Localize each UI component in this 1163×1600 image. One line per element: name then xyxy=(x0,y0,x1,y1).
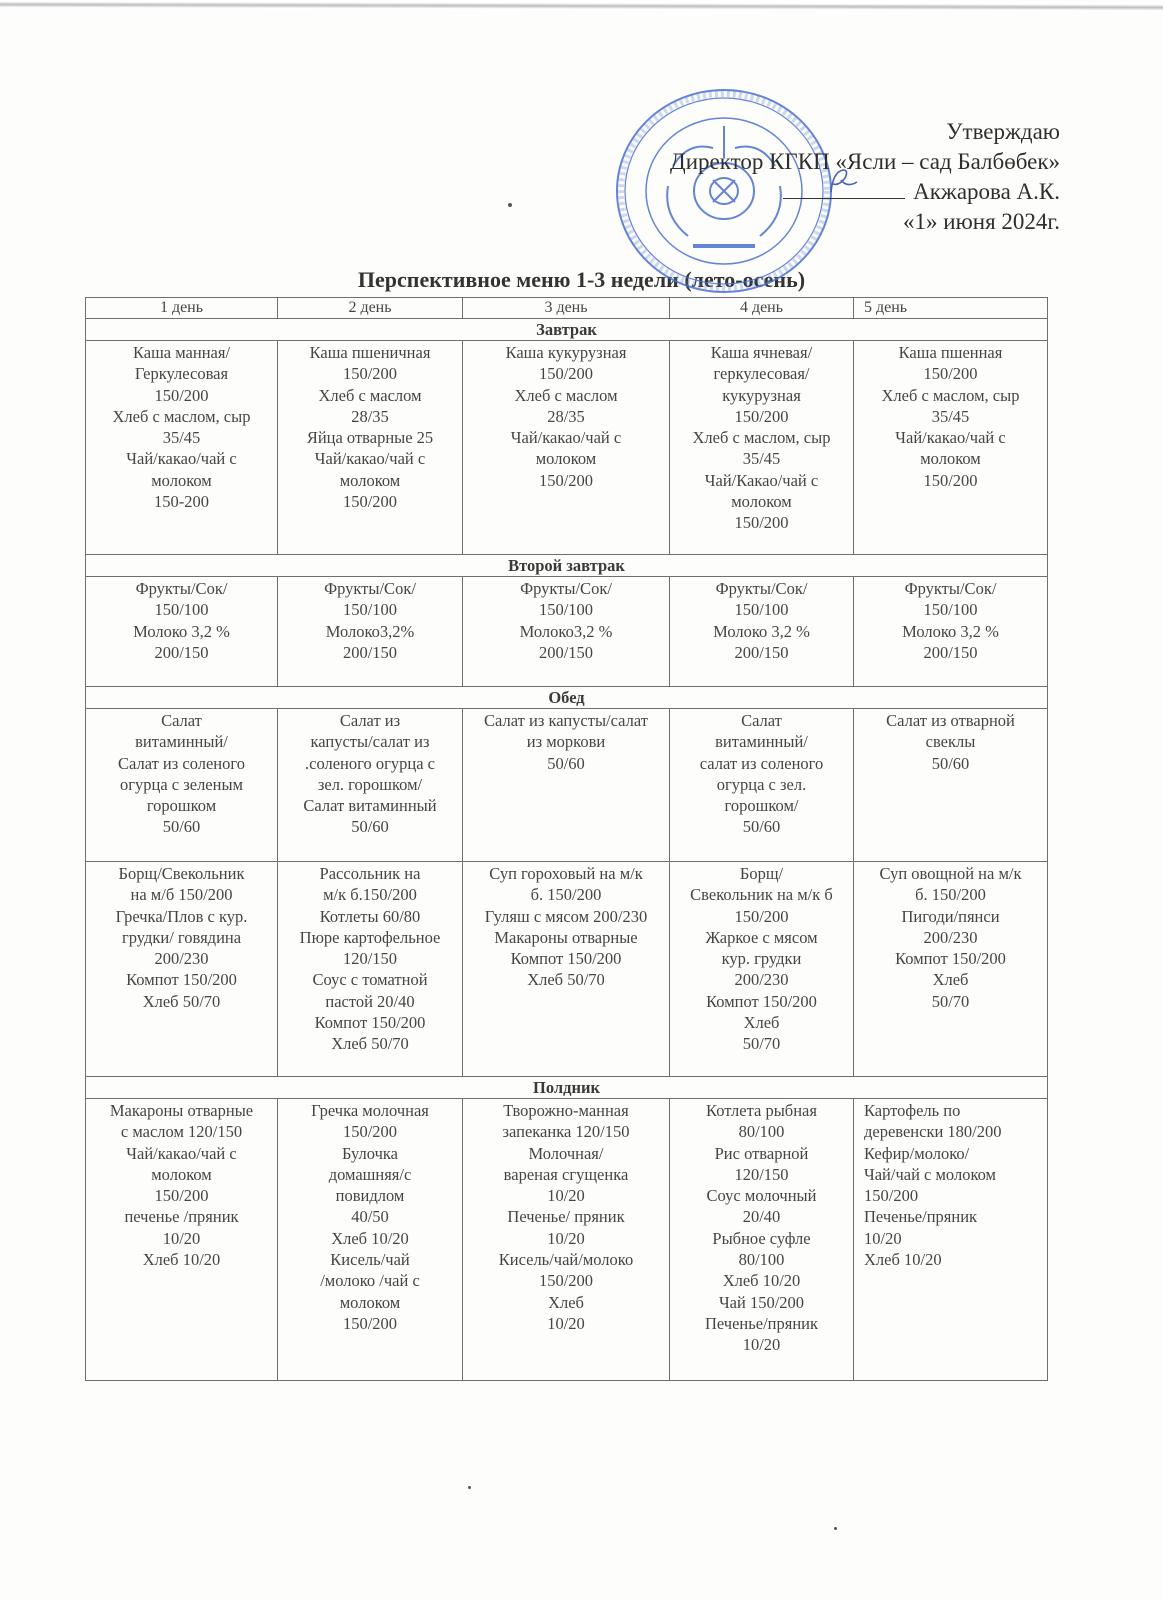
menu-item-line: Хлеб с маслом, сыр xyxy=(692,428,831,448)
menu-item-line: Хлеб с маслом xyxy=(514,385,618,405)
menu-item-line: деревенски 180/200 xyxy=(864,1122,1002,1142)
menu-item-line: кур. грудки xyxy=(721,949,802,969)
menu-item-line: Чай/какао/чай с xyxy=(126,1143,237,1163)
menu-item-line: Котлеты 60/80 xyxy=(319,906,421,926)
menu-item-line: Жаркое с мясом xyxy=(705,927,818,947)
menu-item-line: Суп гороховый на м/к xyxy=(489,864,643,883)
menu-item-line: 200/150 xyxy=(538,642,594,662)
menu-item-line: 50/70 xyxy=(742,1034,781,1054)
menu-item-line: 150/200 xyxy=(538,470,594,490)
menu-item-line: Хлеб 50/70 xyxy=(527,970,605,990)
menu-item-line: 80/100 xyxy=(738,1122,785,1142)
menu-item-line: Каша манная/ xyxy=(132,343,231,362)
menu-item-line: 50/60 xyxy=(742,817,781,837)
menu-item-line: Чай/Какао/чай с xyxy=(704,470,819,490)
menu-cell xyxy=(854,1099,1048,1381)
menu-cell xyxy=(463,709,670,862)
menu-item-line: на м/б 150/200 xyxy=(130,885,233,905)
day-header-row xyxy=(86,298,1048,319)
menu-item-line: 10/20 xyxy=(547,1313,585,1333)
menu-item-line: Салат из отварной xyxy=(886,711,1015,730)
menu-cell xyxy=(463,577,670,687)
menu-item-line: грудки/ говядина xyxy=(121,927,242,947)
menu-item-line: Яйца отварные 25 xyxy=(306,428,434,448)
menu-cell xyxy=(278,862,463,1077)
menu-item-line: Печенье/пряник xyxy=(864,1207,978,1227)
menu-cell xyxy=(278,1099,463,1381)
menu-cell xyxy=(86,1099,278,1381)
menu-item-line: Булочка xyxy=(341,1143,399,1163)
menu-item-line: Рассольник на xyxy=(319,864,421,883)
menu-item-line: м/к б.150/200 xyxy=(323,885,417,905)
scan-speck xyxy=(508,203,512,207)
menu-item-line: 150/200 xyxy=(342,364,398,384)
menu-item-line: 150/200 xyxy=(342,492,398,512)
signature-underline xyxy=(783,180,905,199)
menu-item-line: Хлеб xyxy=(743,1013,780,1033)
menu-item-line: 50/60 xyxy=(931,753,970,773)
menu-item-line: Компот 150/200 xyxy=(706,991,817,1011)
menu-item-line: Хлеб с маслом, сыр xyxy=(881,385,1020,405)
menu-item-line: молоком xyxy=(339,470,401,490)
menu-item-line: 120/150 xyxy=(342,949,398,969)
menu-item-line: 10/20 xyxy=(162,1228,201,1248)
menu-item-line: 10/20 xyxy=(742,1335,781,1355)
menu-item-line: геркулесовая/ xyxy=(713,364,810,384)
menu-item-line: Каша пшеничная xyxy=(309,343,431,362)
menu-item-line: Хлеб с маслом xyxy=(318,385,422,405)
menu-item-line: Макароны отварные xyxy=(494,927,638,947)
menu-item-line: Салат xyxy=(161,711,202,730)
menu-item-line: пастой 20/40 xyxy=(325,991,415,1011)
section-title: Завтрак xyxy=(86,319,1048,341)
menu-item-line: 35/45 xyxy=(162,428,201,448)
menu-item-line: 200/230 xyxy=(923,927,978,947)
menu-item-line: 50/60 xyxy=(162,817,201,837)
menu-item-line: Салат из xyxy=(339,711,401,730)
menu-cell xyxy=(670,341,854,555)
menu-item-line: б. 150/200 xyxy=(915,885,986,905)
menu-item-line: 200/150 xyxy=(923,642,978,662)
menu-item-line: Салат из соленого xyxy=(117,753,245,773)
section-title: Полдник xyxy=(86,1077,1048,1099)
menu-item-line: с маслом 120/150 xyxy=(120,1122,243,1142)
menu-item-line: 35/45 xyxy=(742,449,781,469)
signature-icon xyxy=(823,166,863,196)
menu-cell xyxy=(463,1099,670,1381)
menu-row xyxy=(86,862,1048,1077)
menu-item-line: молоком xyxy=(535,449,597,469)
approval-title: Утверждаю xyxy=(946,119,1060,144)
scan-speck xyxy=(468,1486,471,1489)
menu-cell xyxy=(278,709,463,862)
menu-item-line: повидлом xyxy=(335,1186,405,1206)
menu-cell xyxy=(86,862,278,1077)
menu-item-line: Чай/какао/чай с xyxy=(510,428,622,448)
menu-item-line: 150/200 xyxy=(734,513,789,533)
menu-item-line: Салат из капусты/салат xyxy=(484,711,648,730)
menu-cell xyxy=(854,709,1048,862)
menu-cell xyxy=(86,709,278,862)
menu-cell xyxy=(278,577,463,687)
menu-item-line: 120/150 xyxy=(734,1164,789,1184)
menu-item-line: Пюре картофельное xyxy=(299,927,441,947)
menu-cell xyxy=(86,341,278,555)
menu-item-line: Хлеб 10/20 xyxy=(142,1250,221,1270)
menu-item-line: б. 150/200 xyxy=(530,885,602,905)
menu-item-line: Чай/какао/чай с xyxy=(895,428,1006,448)
menu-item-line: 150/200 xyxy=(342,1122,398,1142)
menu-item-line: 150/100 xyxy=(538,600,594,620)
menu-item-line: Соус молочный xyxy=(706,1186,817,1206)
menu-item-line: Компот 150/200 xyxy=(314,1013,426,1033)
approval-signature-line xyxy=(670,177,1060,207)
menu-item-line: Пигоди/пянси xyxy=(901,906,1000,926)
menu-item-line: Фрукты/Сок/ xyxy=(135,579,228,598)
section-title: Второй завтрак xyxy=(86,555,1048,577)
section-title: Обед xyxy=(86,687,1048,709)
menu-item-line: Кефир/молоко/ xyxy=(864,1143,970,1163)
menu-item-line: 150/100 xyxy=(342,600,398,620)
menu-item-line: Фрукты/Сок/ xyxy=(324,579,416,598)
menu-item-line: Молочная/ xyxy=(528,1143,604,1163)
menu-item-line: Компот 150/200 xyxy=(510,949,622,969)
menu-item-line: горошком xyxy=(146,796,217,816)
menu-item-line: молоком xyxy=(339,1292,401,1312)
menu-item-line: 150/200 xyxy=(342,1313,398,1333)
menu-item-line: молоком xyxy=(151,470,212,490)
menu-cell xyxy=(670,862,854,1077)
menu-row xyxy=(86,341,1048,555)
menu-item-line: молоком xyxy=(151,1164,212,1184)
day-header: 2 день xyxy=(278,298,463,319)
menu-item-line: 150-200 xyxy=(154,492,209,512)
section-header-second-breakfast xyxy=(86,555,1048,577)
day-header: 3 день xyxy=(463,298,670,319)
menu-item-line: Суп овощной на м/к xyxy=(879,864,1022,883)
menu-item-line: Свекольник на м/к б xyxy=(690,885,833,905)
menu-item-line: Соус с томатной xyxy=(312,970,428,990)
menu-item-line: 50/60 xyxy=(547,753,585,773)
menu-item-line: 80/100 xyxy=(738,1250,785,1270)
menu-item-line: Молоко 3,2 % xyxy=(713,621,810,641)
menu-item-line: Хлеб с маслом, сыр xyxy=(112,406,251,426)
menu-item-line: зел. горошком/ xyxy=(317,774,423,794)
menu-item-line: 50/60 xyxy=(351,817,389,837)
menu-item-line: 40/50 xyxy=(351,1207,389,1227)
menu-item-line: 10/20 xyxy=(547,1228,585,1248)
approval-name: Акжарова А.К. xyxy=(913,179,1060,204)
menu-item-line: Кисель/чай xyxy=(330,1250,410,1270)
menu-item-line: Салат xyxy=(741,711,782,730)
menu-row xyxy=(86,1099,1048,1381)
menu-item-line: Компот 150/200 xyxy=(126,970,237,990)
menu-item-line: Хлеб xyxy=(932,970,969,990)
menu-item-line: Молоко3,2% xyxy=(325,621,415,641)
menu-item-line: Котлета рыбная xyxy=(706,1101,817,1120)
section-header-afternoon-snack xyxy=(86,1077,1048,1099)
menu-item-line: кукурузная xyxy=(722,385,801,405)
menu-item-line: 200/230 xyxy=(734,970,789,990)
menu-cell xyxy=(278,341,463,555)
menu-item-line: /молоко /чай с xyxy=(320,1271,420,1291)
menu-item-line: 200/150 xyxy=(734,642,789,662)
menu-item-line: молоком xyxy=(731,492,792,512)
menu-item-line: горошком/ xyxy=(724,796,799,816)
menu-cell xyxy=(86,577,278,687)
menu-item-line: Молоко 3,2 % xyxy=(902,621,999,641)
menu-item-line: запеканка 120/150 xyxy=(502,1122,630,1142)
menu-item-line: Чай 150/200 xyxy=(718,1292,805,1312)
menu-item-line: Фрукты/Сок/ xyxy=(520,579,612,598)
menu-item-line: огурца с зеленым xyxy=(119,774,243,794)
menu-cell xyxy=(854,577,1048,687)
menu-item-line: 150/200 xyxy=(734,406,789,426)
menu-item-line: молоком xyxy=(920,449,981,469)
menu-item-line: Каша пшенная xyxy=(898,343,1003,362)
menu-item-line: Гуляш с мясом 200/230 xyxy=(484,906,648,926)
menu-item-line: Картофель по xyxy=(864,1101,961,1120)
menu-item-line: свеклы xyxy=(925,732,976,752)
menu-item-line: 200/150 xyxy=(154,642,209,662)
page-title: Перспективное меню 1-3 недели (лето-осень) xyxy=(357,267,806,292)
menu-item-line: 10/20 xyxy=(547,1186,585,1206)
menu-item-line: 150/200 xyxy=(923,470,978,490)
day-header: 5 день xyxy=(854,298,1048,319)
menu-item-line: витаминный/ xyxy=(135,732,228,752)
menu-item-line: Фрукты/Сок/ xyxy=(904,579,997,598)
menu-item-line: Борщ/Свекольник xyxy=(118,864,245,883)
menu-item-line: 200/150 xyxy=(342,642,398,662)
approval-date: «1» июня 2024г. xyxy=(903,209,1060,234)
menu-item-line: Чай/какао/чай с xyxy=(126,449,237,469)
menu-item-line: Макароны отварные xyxy=(109,1101,254,1120)
menu-item-line: 10/20 xyxy=(864,1228,902,1248)
menu-item-line: 50/70 xyxy=(931,991,970,1011)
menu-item-line: Каша ячневая/ xyxy=(710,343,813,362)
menu-cell xyxy=(463,862,670,1077)
menu-item-line: Хлеб 50/70 xyxy=(142,991,221,1011)
menu-cell xyxy=(854,862,1048,1077)
menu-item-line: Рыбное суфле xyxy=(712,1228,811,1248)
menu-item-line: Чай/чай с молоком xyxy=(864,1164,996,1184)
menu-item-line: Хлеб 10/20 xyxy=(864,1250,942,1270)
menu-item-line: 28/35 xyxy=(547,406,585,426)
menu-item-line: Каша кукурузная xyxy=(505,343,627,362)
menu-item-line: Салат витаминный xyxy=(303,796,437,816)
menu-item-line: Борщ/ xyxy=(739,864,784,883)
menu-item-line: Печенье/ пряник xyxy=(507,1207,625,1227)
menu-item-line: Гречка/Плов с кур. xyxy=(115,906,248,926)
menu-item-line: Кисель/чай/молоко xyxy=(498,1250,634,1270)
menu-item-line: Хлеб 10/20 xyxy=(331,1228,409,1248)
menu-item-line: 150/200 xyxy=(734,906,789,926)
menu-item-line: Хлеб 10/20 xyxy=(722,1271,801,1291)
menu-item-line: 150/200 xyxy=(923,364,978,384)
menu-item-line: 150/200 xyxy=(154,1186,209,1206)
menu-table xyxy=(85,297,1048,1381)
menu-item-line: салат из соленого xyxy=(699,753,824,773)
approval-block xyxy=(670,117,1060,237)
menu-item-line: 150/200 xyxy=(538,1271,594,1291)
menu-item-line: Чай/какао/чай с xyxy=(314,449,426,469)
menu-item-line: Творожно-манная xyxy=(503,1101,629,1120)
day-header: 1 день xyxy=(86,298,278,319)
menu-item-line: вареная сгущенка xyxy=(503,1164,629,1184)
menu-item-line: 150/200 xyxy=(864,1186,919,1206)
scan-speck xyxy=(834,1527,837,1530)
menu-item-line: 150/100 xyxy=(154,600,209,620)
menu-item-line: печенье /пряник xyxy=(124,1207,239,1227)
menu-item-line: 150/200 xyxy=(154,385,209,405)
menu-item-line: Гречка молочная xyxy=(311,1101,429,1120)
menu-cell xyxy=(670,709,854,862)
day-header: 4 день xyxy=(670,298,854,319)
menu-row xyxy=(86,577,1048,687)
menu-item-line: Молоко3,2 % xyxy=(519,621,613,641)
menu-item-line: 150/100 xyxy=(923,600,978,620)
menu-item-line: капусты/салат из xyxy=(310,732,430,752)
menu-cell xyxy=(670,577,854,687)
menu-row xyxy=(86,709,1048,862)
menu-item-line: огурца с зел. xyxy=(716,774,807,794)
menu-item-line: Молоко 3,2 % xyxy=(133,621,230,641)
menu-item-line: Фрукты/Сок/ xyxy=(715,579,808,598)
menu-item-line: Геркулесовая xyxy=(134,364,229,384)
section-header-lunch xyxy=(86,687,1048,709)
menu-item-line: Печенье/пряник xyxy=(704,1313,819,1333)
menu-cell xyxy=(463,341,670,555)
menu-item-line: 150/200 xyxy=(538,364,594,384)
section-header-breakfast xyxy=(86,319,1048,341)
scan-edge-line xyxy=(0,0,1163,12)
menu-item-line: .соленого огурца с xyxy=(305,753,435,773)
menu-item-line: домашняя/с xyxy=(328,1164,412,1184)
menu-item-line: 20/40 xyxy=(742,1207,781,1227)
menu-item-line: Рис отварной xyxy=(714,1143,809,1163)
menu-item-line: 28/35 xyxy=(351,406,389,426)
menu-item-line: из моркови xyxy=(526,732,606,752)
menu-item-line: Хлеб xyxy=(548,1292,584,1312)
approval-director: Директор КГКП «Ясли – сад Балбөбек» xyxy=(670,149,1060,174)
menu-item-line: 150/100 xyxy=(734,600,789,620)
menu-cell xyxy=(854,341,1048,555)
menu-item-line: Компот 150/200 xyxy=(895,949,1006,969)
menu-cell xyxy=(670,1099,854,1381)
menu-item-line: Хлеб 50/70 xyxy=(331,1034,409,1054)
menu-item-line: витаминный/ xyxy=(715,732,808,752)
menu-item-line: 200/230 xyxy=(154,949,209,969)
menu-item-line: 35/45 xyxy=(931,406,970,426)
